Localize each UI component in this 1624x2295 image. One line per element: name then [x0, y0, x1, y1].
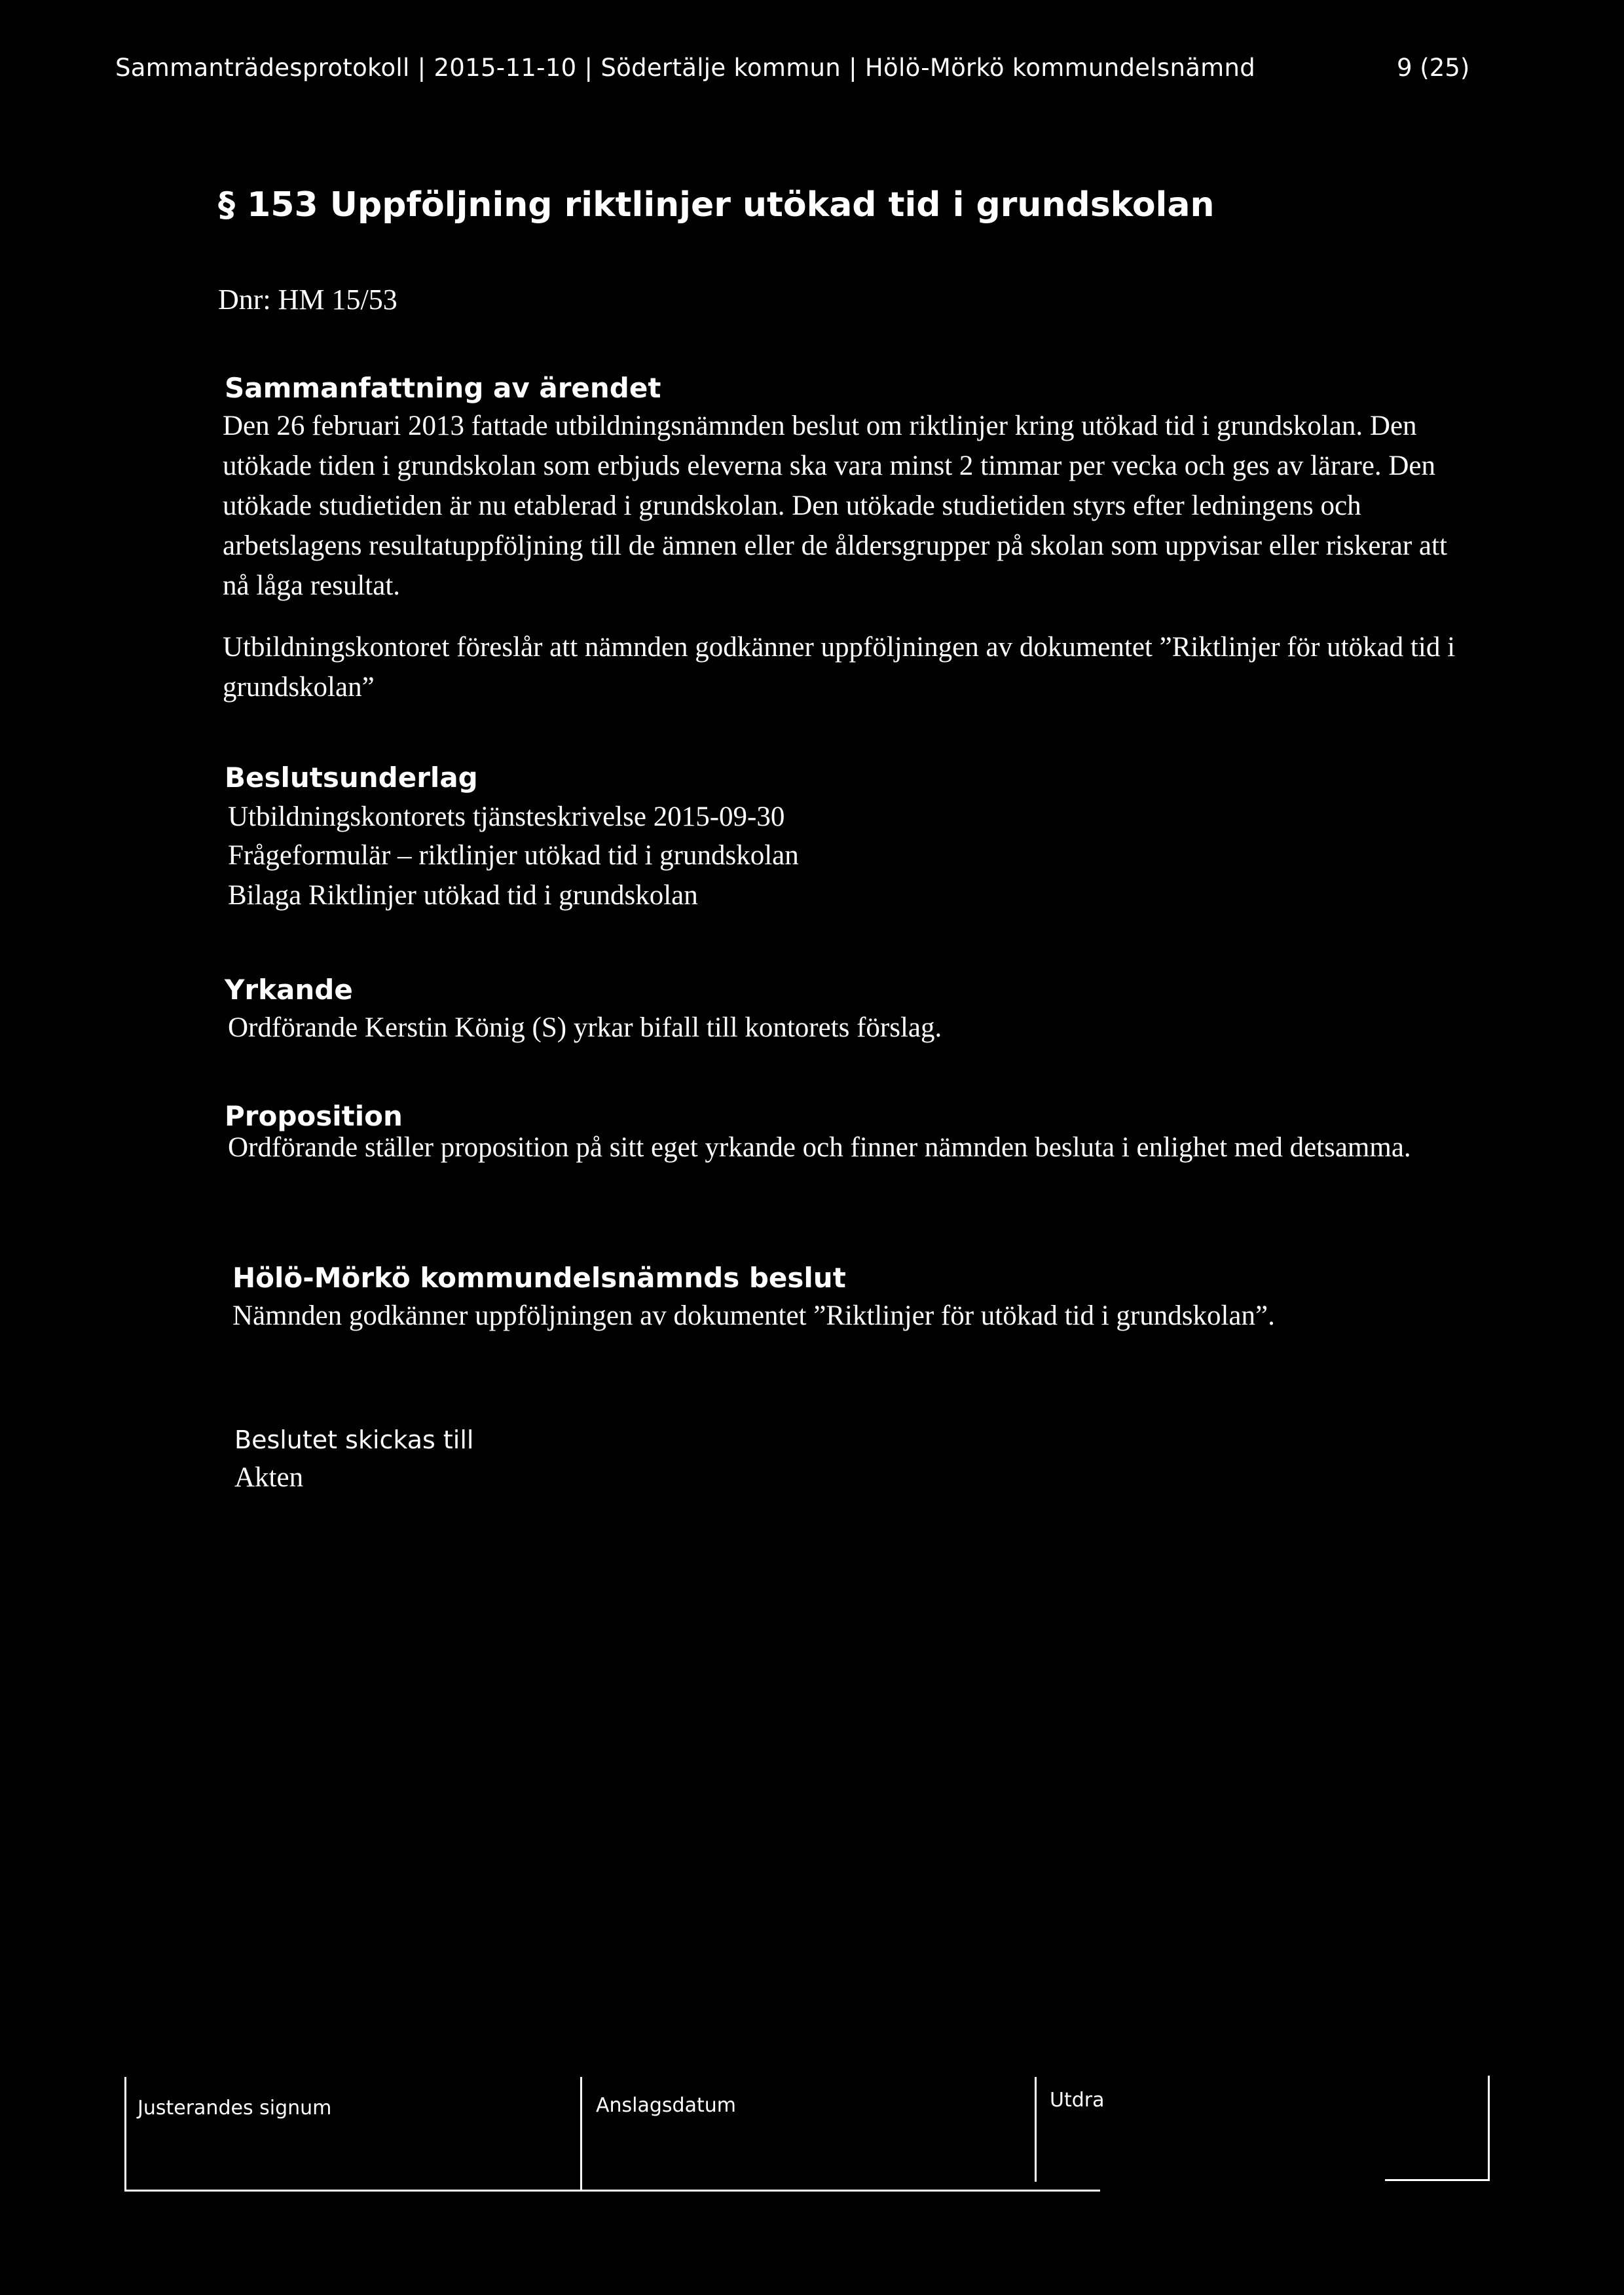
- posting-date-label: Anslagsdatum: [596, 2094, 736, 2117]
- footer-bottom-rule: [1385, 2179, 1490, 2181]
- summary-paragraph: Den 26 februari 2013 fattade utbildningsnämnden beslut om riktlinjer kring utökad tid i grundskolan. Den utökade tiden i grundskolan som erbjuds eleverna ska vara minst 2 timmar per vecka och ges av lärare. Den utökade studietiden är nu etablerad i grundskolan. Den utökade studietiden styrs efter ledningens och arbetslagens resultatuppföljning till de ämnen eller de åldersgrupper på skolan som uppvisar eller riskerar att nå låga resultat.: [223, 411, 1447, 601]
- case-number: Dnr: HM 15/53: [218, 284, 397, 316]
- footer-divider: [1035, 2077, 1037, 2182]
- signature-label: Justerandes signum: [138, 2097, 332, 2120]
- distribution-recipient: Akten: [234, 1462, 304, 1493]
- page-number: 9 (25): [1397, 54, 1470, 82]
- footer-divider: [1488, 2076, 1490, 2180]
- footer-divider: [124, 2077, 126, 2192]
- section-title: § 153 Uppföljning riktlinjer utökad tid i grundskolan: [218, 185, 1215, 225]
- basis-item: Utbildningskontorets tjänsteskrivelse 2015-09-30: [228, 801, 785, 832]
- basis-item: Frågeformulär – riktlinjer utökad tid i grundskolan: [228, 840, 799, 871]
- proposition-text: Ordförande ställer proposition på sitt eget yrkande och finner nämnden besluta i enlighet med detsamma.: [228, 1132, 1411, 1163]
- basis-item: Bilaga Riktlinjer utökad tid i grundskolan: [228, 880, 698, 911]
- extract-label: Utdra: [1050, 2089, 1105, 2112]
- summary-heading: Sammanfattning av ärendet: [225, 372, 661, 404]
- running-header: Sammanträdesprotokoll | 2015-11-10 | Södertälje kommun | Hölö-Mörkö kommundelsnämnd: [115, 54, 1256, 82]
- decision-heading: Hölö-Mörkö kommundelsnämnds beslut: [232, 1262, 846, 1294]
- footer-bottom-rule: [124, 2190, 1100, 2192]
- distribution-label: Beslutet skickas till: [234, 1425, 474, 1454]
- basis-heading: Beslutsunderlag: [225, 762, 478, 794]
- motion-heading: Yrkande: [225, 974, 353, 1006]
- decision-text: Nämnden godkänner uppföljningen av dokumentet ”Riktlinjer för utökad tid i grundskolan”.: [232, 1300, 1275, 1331]
- motion-text: Ordförande Kerstin König (S) yrkar bifall till kontorets förslag.: [228, 1012, 942, 1043]
- proposal-paragraph: Utbildningskontoret föreslår att nämnden godkänner uppföljningen av dokumentet ”Riktlinjer för utökad tid i grundskolan”: [223, 632, 1456, 703]
- footer-divider: [580, 2077, 582, 2192]
- proposition-heading: Proposition: [225, 1100, 403, 1132]
